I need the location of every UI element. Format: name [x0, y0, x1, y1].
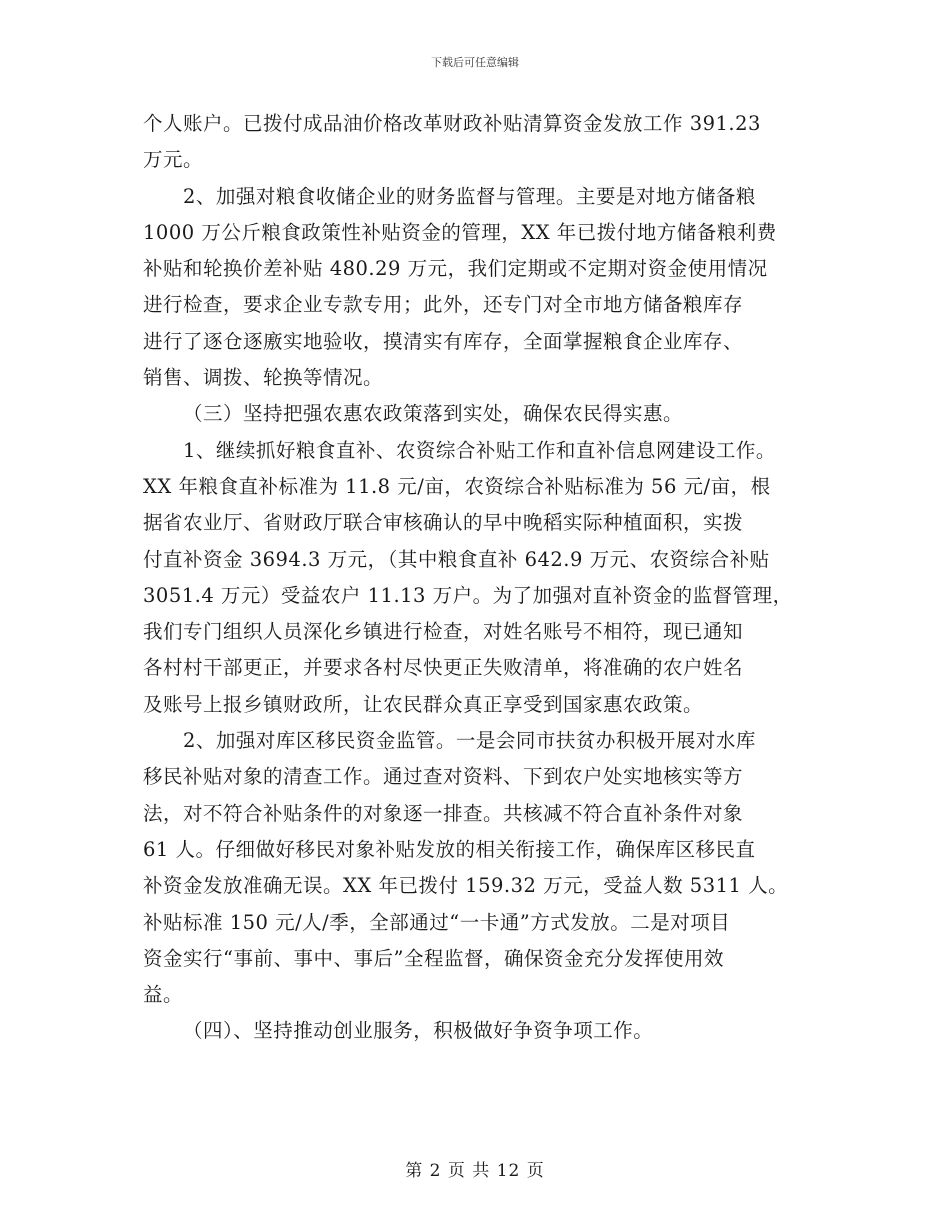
text-line: 及账号上报乡镇财政所，让农民群众真正享受到国家惠农政策。: [143, 692, 704, 716]
text-line: 2、加强对粮食收储企业的财务监督与管理。主要是对地方储备粮: [183, 184, 756, 208]
text-line: 移民补贴对象的清查工作。通过查对资料、下到农户处实地核实等方: [143, 765, 744, 789]
text-line: 万元。: [143, 148, 204, 172]
text-line: 补贴标准 150 元/人/季，全部通过“一卡通”方式发放。二是对项目: [143, 910, 731, 934]
page-footer: 第 2 页 共 12 页: [405, 1161, 545, 1181]
text-line: 3051.4 万元）受益农户 11.13 万户。为了加强对直补资金的监督管理，: [143, 583, 793, 607]
text-line: 补资金发放准确无误。XX 年已拨付 159.32 万元，受益人数 5311 人。: [143, 874, 789, 898]
text-line: 付直补资金 3694.3 万元，（其中粮食直补 642.9 万元、农资综合补贴: [143, 547, 770, 571]
text-line: XX 年粮食直补标准为 11.8 元/亩，农资综合补贴标准为 56 元/亩，根: [143, 474, 771, 498]
text-line: 资金实行“事前、事中、事后”全程监督，确保资金充分发挥使用效: [143, 946, 724, 970]
text-line: 益。: [143, 983, 184, 1007]
text-line: 1、继续抓好粮食直补、农资综合补贴工作和直补信息网建设工作。: [183, 438, 776, 462]
text-line: 我们专门组织人员深化乡镇进行检查，对姓名账号不相符，现已通知: [143, 620, 744, 644]
text-line: （四）、坚持推动创业服务，积极做好争资争项工作。: [183, 1019, 654, 1043]
text-line: 各村村干部更正，并要求各村尽快更正失败清单，将准确的农户姓名: [143, 656, 744, 680]
document-body: [143, 106, 833, 1050]
text-line: （三）坚持把强农惠农政策落到实处，确保农民得实惠。: [183, 402, 684, 426]
text-line: 销售、调拨、轮换等情况。: [143, 366, 384, 390]
text-line: 个人账户。已拨付成品油价格改革财政补贴清算资金发放工作 391.23: [143, 112, 761, 135]
text-line: 2、加强对库区移民资金监管。一是会同市扶贫办积极开展对水库: [183, 729, 756, 753]
text-line: 法，对不符合补贴条件的对象逐一排查。共核减不符合直补条件对象: [143, 801, 744, 825]
text-line: 1000 万公斤粮食政策性补贴资金的管理，XX 年已拨付地方储备粮利费: [143, 220, 777, 244]
text-line: 补贴和轮换价差补贴 480.29 万元，我们定期或不定期对资金使用情况: [143, 257, 768, 281]
text-line: 进行检查，要求企业专款专用；此外，还专门对全市地方储备粮库存: [143, 293, 744, 317]
page-header: 下载后可任意编辑: [431, 56, 519, 69]
text-line: 据省农业厅、省财政厅联合审核确认的早中晚稻实际种植面积，实拨: [143, 511, 744, 535]
text-line: 61 人。仔细做好移民对象补贴发放的相关衔接工作，确保库区移民直: [143, 837, 756, 861]
text-line: 进行了逐仓逐廒实地验收，摸清实有库存，全面掌握粮食企业库存、: [143, 329, 744, 353]
